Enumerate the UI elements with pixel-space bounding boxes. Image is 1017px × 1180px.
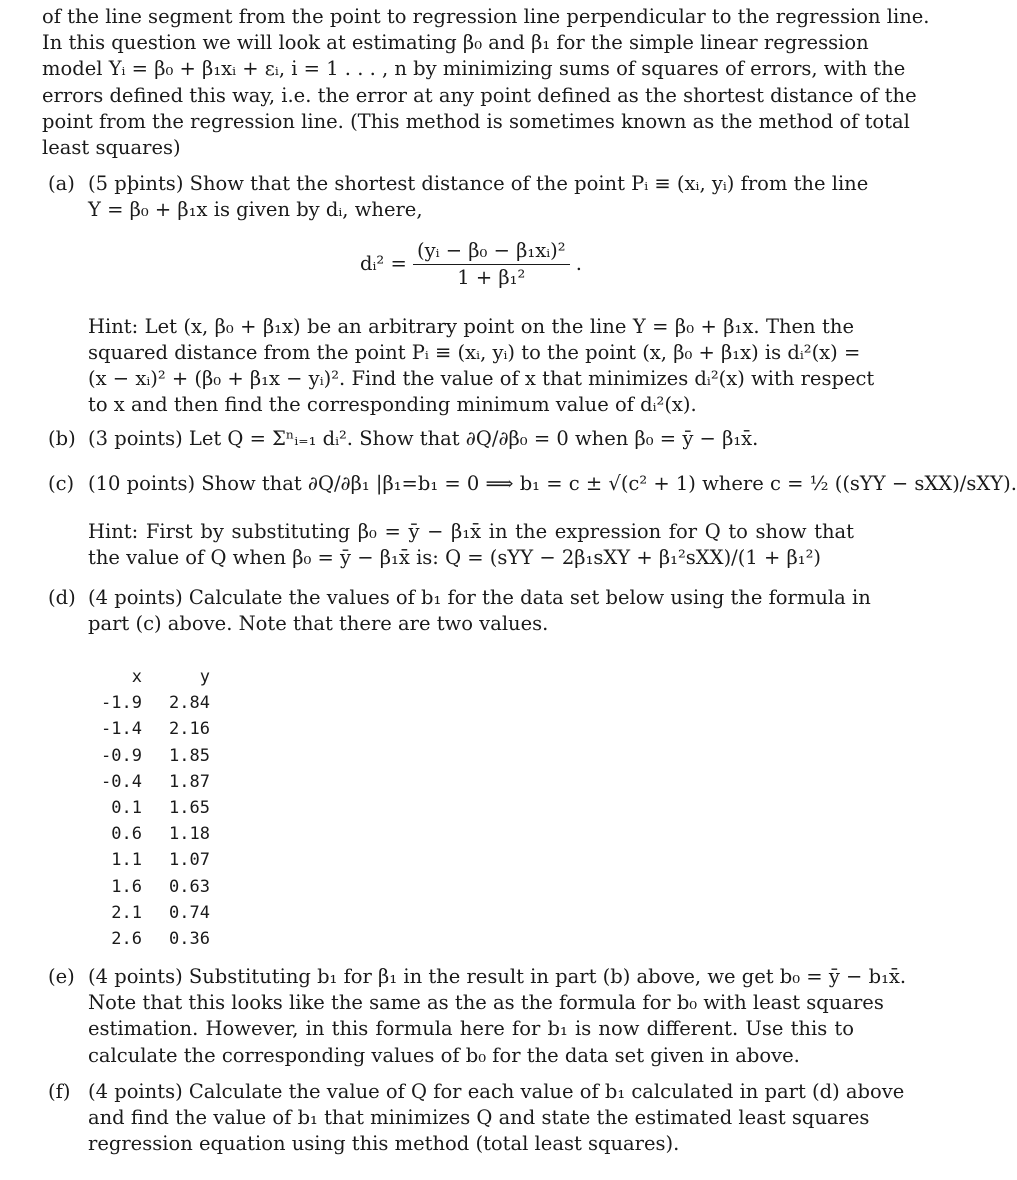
intro-line: point from the regression line. (This method is sometimes known as the method of total [42,109,910,133]
part-d-line: (4 points) Calculate the values of b₁ for the data set below using the formula in [88,586,871,610]
cell-y: 2.16 [169,719,210,740]
data-table [96,664,210,952]
distance-formula [88,238,854,300]
cell-y: 0.36 [169,929,210,950]
part-d-line: part (c) above. Note that there are two values. [88,612,549,636]
cell-y: 1.65 [169,798,210,819]
document-page [42,4,1017,638]
cell-y: 1.85 [169,745,210,766]
part-f [42,1079,905,1158]
part-f-label: (f) [48,1079,71,1103]
part-a-line: Y = β₀ + β₁x is given by dᵢ, where, [88,198,423,222]
part-f-line: (4 points) Calculate the value of Q for each value of b₁ calculated in part (d) above [88,1079,905,1103]
table-row [96,926,210,952]
table-row [96,821,210,847]
part-b [42,426,854,452]
cell-x: 1.6 [111,876,142,897]
cell-x: -1.4 [101,719,142,740]
part-c [42,471,1017,497]
part-b-text: (3 points) Let Q = Σⁿᵢ₌₁ dᵢ². Show that ∂Q/∂β₀ = 0 when β₀ = ȳ − β₁x̄. [88,427,759,451]
part-a-hint [42,314,875,419]
hint-line: Hint: Let (x, β₀ + β₁x) be an arbitrary point on the line Y = β₀ + β₁x. Then the [88,314,854,338]
intro-line: In this question we will look at estimating β₀ and β₁ for the simple linear regression [42,31,869,55]
formula-numerator: (yᵢ − β₀ − β₁xᵢ)² [413,238,570,265]
part-a-line: (5 pþints) Show that the shortest distance of the point Pᵢ ≡ (xᵢ, yᵢ) from the line [88,172,869,196]
intro-line: least squares) [42,136,181,160]
cell-y: 1.18 [169,824,210,845]
part-b-label: (b) [48,427,76,451]
cell-y: 1.87 [169,771,210,792]
cell-y: 1.07 [169,850,210,871]
cell-x: 0.6 [111,824,142,845]
intro-line: of the line segment from the point to regression line perpendicular to the regression line. [42,5,930,28]
intro-line: errors defined this way, i.e. the error at any point defined as the shortest distance of the [42,83,917,107]
cell-x: -1.9 [101,693,142,714]
part-e [42,964,907,1069]
header-x: x [131,667,142,687]
table-row [96,716,210,742]
table-row [96,795,210,821]
table-row [96,900,210,926]
cell-x: 2.6 [111,929,142,950]
part-e-line: Note that this looks like the same as the as the formula for b₀ with least squares [88,991,884,1015]
hint-line: squared distance from the point Pᵢ ≡ (xᵢ, yᵢ) to the point (x, β₀ + β₁x) is dᵢ²(x) = [88,340,861,364]
formula-fraction [413,238,570,291]
formula-denominator: 1 + β₁² [457,265,526,289]
part-c-hint [42,519,854,571]
part-a-label: (a) [48,172,75,196]
intro-paragraph [42,4,930,161]
table-row [96,847,210,873]
part-e-line: (4 points) Substituting b₁ for β₁ in the result in part (b) above, we get b₀ = ȳ − b₁x̄. [88,965,907,988]
part-f-line: regression equation using this method (total least squares). [88,1132,680,1156]
cell-y: 0.63 [169,876,210,897]
table-row [96,743,210,769]
cell-x: 0.1 [111,798,142,819]
part-e-line: estimation. However, in this formula here for b₁ is now different. Use this to [88,1017,854,1041]
intro-line: model Yᵢ = β₀ + β₁xᵢ + εᵢ, i = 1 . . . , n by minimizing sums of squares of errors, with the [42,57,906,81]
hint-line: (x − xᵢ)² + (β₀ + β₁x − yᵢ)². Find the value of x that minimizes dᵢ²(x) with respect [88,367,875,391]
hint-line: to x and then find the corresponding minimum value of dᵢ²(x). [88,393,697,417]
cell-x: 2.1 [111,902,142,923]
table-row [96,874,210,900]
lower-section [42,964,907,1157]
part-e-label: (e) [48,965,75,988]
table-row [96,690,210,716]
cell-x: -0.9 [101,745,142,766]
table-row [96,769,210,795]
part-e-line: calculate the corresponding values of b₀ for the data set given in above. [88,1043,800,1067]
part-d-label: (d) [48,586,76,610]
part-f-line: and find the value of b₁ that minimizes Q and state the estimated least squares [88,1106,870,1130]
cell-x: -0.4 [101,771,142,792]
formula-lhs: dᵢ² = [360,251,407,275]
hint-line: Hint: First by substituting β₀ = ȳ − β₁x̄ in the expression for Q to show that [88,519,854,543]
hint-line: the value of Q when β₀ = ȳ − β₁x̄ is: Q = (sYY − 2β₁sXY + β₁²sXX)/(1 + β₁²) [88,546,822,570]
table-header [96,664,210,690]
cell-x: 1.1 [111,850,142,871]
header-y: y [199,667,210,687]
part-c-label: (c) [48,471,75,495]
formula-end: . [575,251,582,275]
part-d [42,585,871,637]
part-a [42,171,869,223]
cell-y: 2.84 [169,693,210,714]
cell-y: 0.74 [169,902,210,923]
part-c-text: (10 points) Show that ∂Q/∂β₁ |β₁=b₁ = 0 ⟹ b₁ = c ± √(c² + 1) where c = ½ ((sYY − sXX)/sXY). [88,471,1017,495]
